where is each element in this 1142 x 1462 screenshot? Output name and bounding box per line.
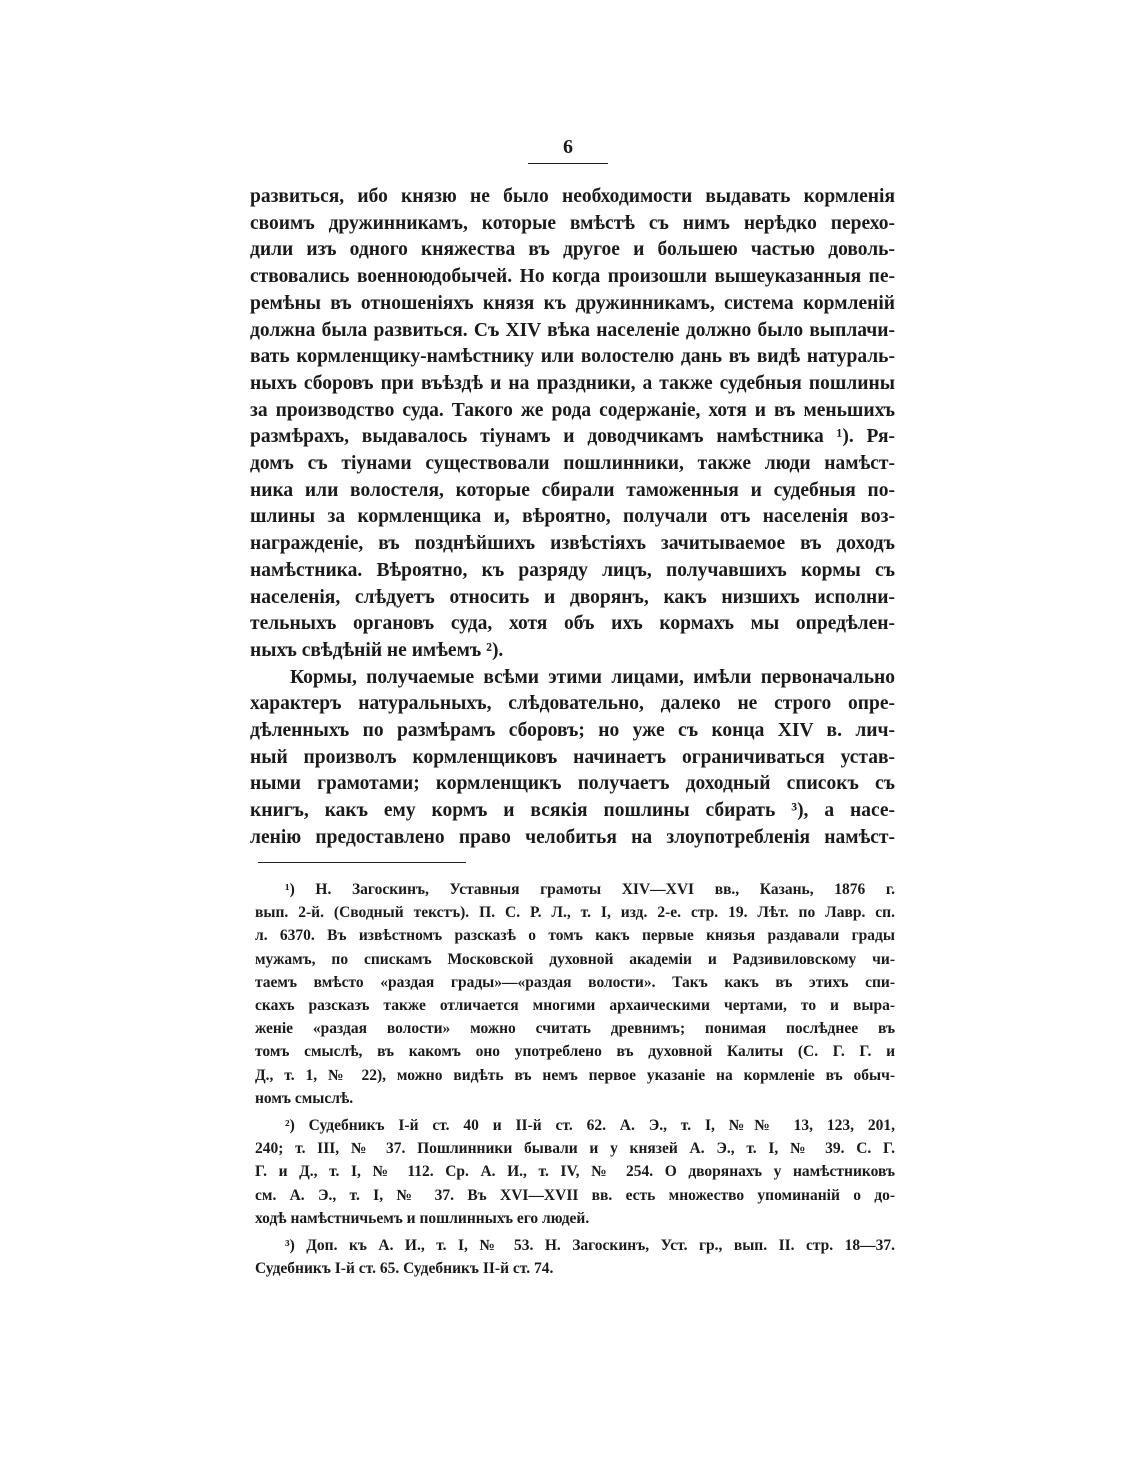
footnote-line: скахъ разсказъ также отличается многими архаическими чертами, то и выра- [255, 997, 895, 1015]
footnote-line: женіе «раздая волости» можно считать древнимъ; понимая послѣднее въ [255, 1020, 895, 1038]
text-line: награжденіе, въ позднѣйшихъ извѣстіяхъ зачитываемое въ доходъ [250, 533, 895, 555]
text-line: за производство суда. Такого же рода содержаніе, хотя и въ меньшихъ [250, 399, 895, 421]
text-line: развиться, ибо князю не было необходимости выдавать кормленія [250, 186, 895, 207]
text-line: ствовались военноюдобычей. Но когда произошли вышеуказанныя пе- [250, 266, 895, 288]
footnotes [255, 878, 895, 1280]
footnote-line: томъ смыслѣ, въ какомъ оно употреблено въ духовной Калиты (С. Г. Г. и [255, 1043, 895, 1061]
text-line: ный произволъ кормленщиковъ начинаетъ ограничиваться устав- [250, 746, 895, 768]
page-number: 6 [528, 136, 608, 164]
footnote-line: Г. и Д., т. I, № 112. Ср. А. И., т. IV, № 254. О дворянахъ у намѣстниковъ [255, 1163, 895, 1181]
footnote-line: л. 6370. Въ извѣстномъ разсказѣ о томъ какъ первые князья раздавали грады [255, 927, 895, 945]
main-text [250, 184, 895, 852]
footnote-line: Д., т. 1, № 22), можно видѣть въ немъ первое указаніе на кормленіе въ обыч- [255, 1066, 895, 1084]
text-line: населенія, слѣдуетъ относить и дворянъ, какъ низшихъ исполни- [250, 586, 895, 608]
text-line: ленію предоставлено право челобитья на злоупотребленія намѣст- [250, 826, 895, 848]
text-line: тельныхъ органовъ суда, хотя объ ихъ кормахъ мы опредѣлен- [250, 613, 895, 635]
footnote-line: таемъ вмѣсто «раздая грады»—«раздая волости». Такъ какъ въ этихъ спи- [255, 973, 895, 991]
text-line: должна была развиться. Съ XIV вѣка населеніе должно было выплачи- [250, 319, 895, 341]
footnote-3 [255, 1234, 895, 1280]
text-line: ныхъ свѣдѣній не имѣемъ ²). [250, 639, 504, 661]
text-line: вать кормленщику-намѣстнику или волостелю дань въ видѣ натураль- [250, 346, 895, 368]
text-line: намѣстника. Вѣроятно, къ разряду лицъ, получавшихъ кормы съ [250, 559, 895, 581]
text-line: дѣленныхъ по размѣрамъ сборовъ; но уже съ конца XIV в. лич- [250, 720, 895, 742]
footnote-line: вып. 2-й. (Сводный текстъ). П. С. Р. Л., т. I, изд. 2-е. стр. 19. Лѣт. по Лавр. сп. [255, 904, 895, 922]
footnote-2 [255, 1114, 895, 1230]
text-line: своимъ дружинникамъ, которые вмѣстѣ съ нимъ нерѣдко перехо- [250, 212, 895, 234]
text-line: дили изъ одного княжества въ другое и большею частью доволь- [250, 239, 895, 261]
footnote-line: ходѣ намѣстничьемъ и пошлинныхъ его людей. [255, 1209, 590, 1227]
footnote-separator [258, 862, 466, 863]
footnote-line: ²) Судебникъ І-й ст. 40 и ІІ-й ст. 62. А. Э., т. I, №№ 13, 123, 201, [285, 1117, 895, 1135]
text-line: Кормы, получаемые всѣми этими лицами, имѣли первоначально [290, 666, 895, 688]
text-line: домъ съ тіунами существовали пошлинники, также люди намѣст- [250, 453, 895, 475]
footnote-line: номъ смыслѣ. [255, 1089, 354, 1107]
text-line: ремѣны въ отношеніяхъ князя къ дружинникамъ, система кормленій [250, 292, 895, 314]
footnote-line: мужамъ, по спискамъ Московской духовной академіи и Радзивиловскому чи- [255, 950, 895, 968]
footnote-line: Судебникъ І-й ст. 65. Судебникъ ІІ-й ст. 74. [255, 1260, 554, 1278]
footnote-line: 240; т. III, № 37. Пошлинники бывали и у князей А. Э., т. I, № 39. С. Г. [255, 1140, 895, 1158]
text-line: ника или волостеля, которые сбирали таможенныя и судебныя по- [250, 479, 895, 501]
footnote-line: ³) Доп. къ А. И., т. I, № 53. Н. Загоскинъ, Уст. гр., вып. II. стр. 18—37. [285, 1237, 895, 1255]
text-line: ными грамотами; кормленщикъ получаетъ доходный списокъ съ [250, 773, 895, 795]
text-line: книгъ, какъ ему кормъ и всякія пошлины сбирать ³), а насе- [250, 800, 895, 822]
text-line: шлины за кормленщика и, вѣроятно, получали отъ населенія воз- [250, 506, 895, 528]
footnote-line: ¹) Н. Загоскинъ, Уставныя грамоты XIV—XVI вв., Казань, 1876 г. [285, 881, 895, 898]
text-line: ныхъ сборовъ при въѣздѣ и на праздники, а также судебныя пошлины [250, 372, 895, 394]
footnote-line: см. А. Э., т. I, № 37. Въ XVI—XVII вв. есть множество упоминаній о до- [255, 1186, 895, 1204]
footnote-1 [255, 878, 895, 1110]
text-line: размѣрахъ, выдавалось тіунамъ и доводчикамъ намѣстника ¹). Ря- [250, 426, 895, 448]
text-line: характеръ натуральныхъ, слѣдовательно, далеко не строго опре- [250, 693, 895, 715]
